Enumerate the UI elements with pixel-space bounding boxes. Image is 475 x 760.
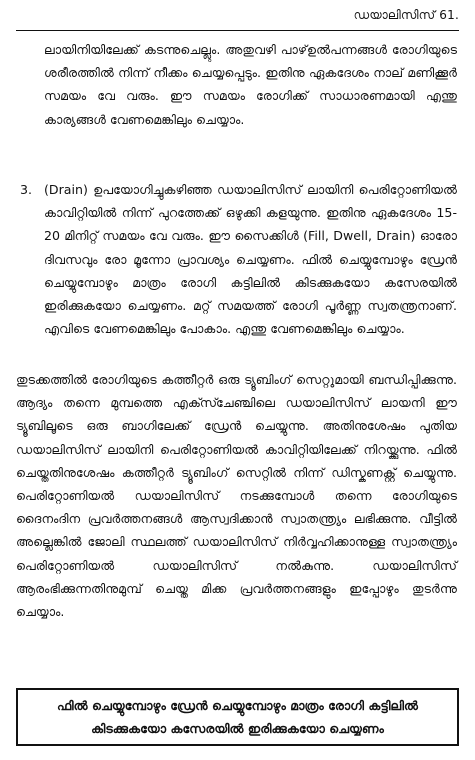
callout-box [16,688,459,746]
callout-text: ഫിൽ ചെയ്യുമ്പോഴും ഡ്രേൻ ചെയ്യുമ്പോഴും മാത്രം രോഗി കട്ടിലിൽ കിടക്കുകയോ കസേരയിൽ ഇരിക്കുകയോ ചെയ്യണം [56,698,419,736]
paragraph-continued: ലായിനിയിലേക്ക് കടന്നുചെല്ലും. അതുവഴി പാഴ്ഉൽപന്നങ്ങൾ രോഗിയുടെ ശരീരത്തിൽ നിന്ന് നീക്കം ചെയ്യപ്പെടും. ഇതിനു ഏകദേശം നാല് മണിക്കൂർ സമയം വേ വരും. ഈ സമയം രോഗിക്ക് സാധാരണമായി എന്തു കാര്യങ്ങൾ വേണമെങ്കിലും ചെയ്യാം. [44,42,457,127]
paragraph-procedure: തുടക്കത്തിൽ രോഗിയുടെ കത്തീറ്റർ ഒരു ട്യൂബിംഗ് സെറ്റുമായി ബന്ധിപ്പിക്കുന്നു. ആദ്യം തന്നെ മുമ്പത്തെ എക്സ്ചേഞ്ചിലെ ഡയാലിസിസ് ലായനി ഈ ട്യൂബിലൂടെ ഒരു ബാഗിലേക്ക് ഡ്രേൻ ചെയ്യുന്നു. അതിനുശേഷം പുതിയ ഡയാലിസിസ് ലായിനി പെരിറ്റോണിയൽ കാവിറ്റിയിലേക്ക് നിറയ്ക്കുന്നു. ഫിൽ ചെയ്തതിനുശേഷം കത്തീറ്റർ ട്യൂബിംഗ് സെറ്റിൽ നിന്ന് ഡിസ്കണക്റ്റ് ചെയ്യുന്നു. പെരിറ്റോണിയൽ ഡയാലിസിസ് നടക്കുമ്പോൾ തന്നെ രോഗിയുടെ ദൈനംദിന പ്രവർത്തനങ്ങൾ ആസ്വദിക്കാൻ സ്വാതന്ത്ര്യം ലഭിക്കുന്നു. വീട്ടിൽ അല്ലെങ്കിൽ ജോലി സ്ഥലത്ത് ഡയാലിസിസ് നിർവ്വഹിക്കാനുള്ള സ്വാതന്ത്ര്യം പെരിറ്റോണിയൽ ഡയാലിസിസ് നൽകുന്നു. ഡയാലിസിസ് ആരംഭിക്കുന്നതിനുമുമ്പ് ചെയ്ത മിക്ക പ്രവർത്തനങ്ങളും ഇപ്പോഴും തുടർന്നു ചെയ്യാം. [16,372,457,620]
list-item-number: 3. [20,182,33,197]
running-header: ഡയാലിസിസ് 61. [353,8,459,22]
list-item-drain: (Drain) ഉപയോഗിച്ചുകഴിഞ്ഞ ഡയാലിസിസ് ലായിനി പെരിറ്റോണിയൽ കാവിറ്റിയിൽ നിന്ന് പുറത്തേക്ക് ഒഴുക്കി കളയുന്നു. ഇതിനു ഏകദേശം 15-20 മിനിറ്റ് സമയം വേ വരും. ഈ സൈക്കിൾ (Fill, Dwell, Drain) ഓരോ ദിവസവും രോ മൂന്നോ പ്രാവശ്യം ചെയ്യണം. ഫിൽ ചെയ്യുമ്പോഴും ഡ്രേൻ ചെയ്യുമ്പോഴും മാത്രം രോഗി കട്ടിലിൽ കിടക്കുകയോ കസേരയിൽ ഇരിക്കുകയോ ചെയ്യണം. മറ്റ് സമയത്ത് രോഗി പൂർണ്ണ സ്വതന്ത്രനാണ്. എവിടെ വേണമെങ്കിലും പോകാം. എന്തു വേണമെങ്കിലും ചെയ്യാം. [44,182,457,337]
header-rule [16,30,459,31]
